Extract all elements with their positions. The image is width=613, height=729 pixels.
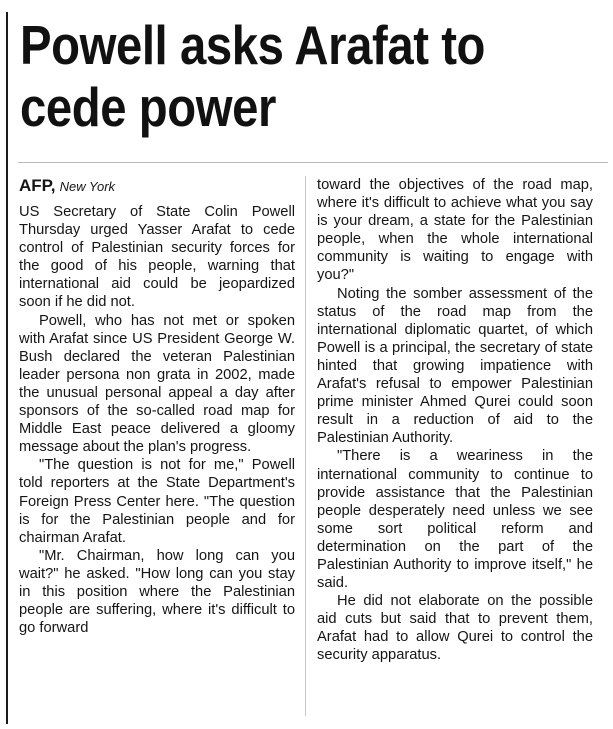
news-agency: AFP, xyxy=(19,176,56,195)
dateline-city: New York xyxy=(59,179,116,194)
paragraph-6: "There is a weariness in the international community to continue to provide assistance that the Palestinian people desperately need unless we see some sort political reform and determination on the part of the Palestinian Authority to improve itself," he said. xyxy=(317,448,593,592)
headline-divider xyxy=(18,162,608,163)
headline-line-1: Powell asks Arafat to xyxy=(20,14,486,76)
paragraph-7: He did not elaborate on the possible aid cuts but said that to prevent them, Arafat had to allow Qurei to control the security apparatus. xyxy=(317,593,593,664)
paragraph-3: "The question is not for me," Powell told reporters at the State Department's Foreign Press Center here. "The question is for the Palestinian people and for chairman Arafat. xyxy=(19,457,295,546)
article-column-left xyxy=(19,176,295,637)
paragraph-5: Noting the somber assessment of the status of the road map from the international diplomatic quartet, of which Powell is a principal, the secretary of state hinted that growing impatience with Arafat's refusal to empower Palestinian prime minister Ahmed Qurei could soon result in a reduction of aid to the Palestinian Authority. xyxy=(317,285,593,447)
headline-line-2: cede power xyxy=(20,76,276,138)
paragraph-1: US Secretary of State Colin Powell Thursday urged Yasser Arafat to cede control of Palestinian security forces for the good of his people, warning that international aid could be jeopardized soon if he did not. xyxy=(19,204,295,311)
column-divider xyxy=(305,176,306,716)
paragraph-2: Powell, who has not met or spoken with Arafat since US President George W. Bush declared the veteran Palestinian leader persona non grata in 2002, made the unusual personal appeal a day after sponsors of the so-called road map for Middle East peace delivered a gloomy message about the plan's progress. xyxy=(19,312,295,456)
paragraph-4-continued: toward the objectives of the road map, where it's difficult to achieve what you say is your dream, a state for the Palestinian people, when the whole international community is waiting to engage with you?" xyxy=(317,177,593,284)
dateline xyxy=(19,176,295,197)
article-column-right xyxy=(317,176,593,665)
paragraph-4: "Mr. Chairman, how long can you wait?" he asked. "How long can you stay in this position where the Palestinian people are suffering, where it's difficult to go forward xyxy=(19,547,295,637)
left-border-rule xyxy=(6,12,8,724)
headline xyxy=(20,14,523,138)
